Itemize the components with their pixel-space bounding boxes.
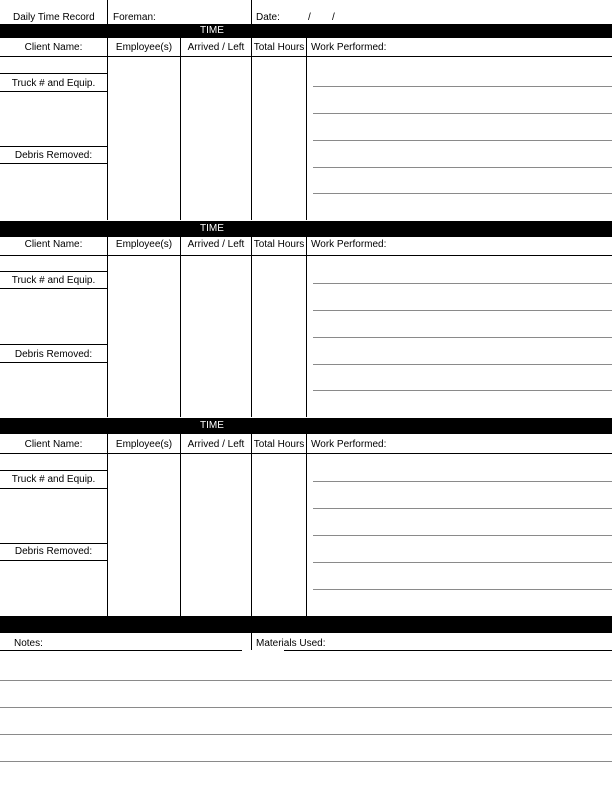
column-divider bbox=[251, 38, 252, 220]
column-divider bbox=[306, 38, 307, 220]
time-section bbox=[0, 24, 612, 220]
truck-field-line[interactable] bbox=[0, 91, 107, 92]
arrived-left-header: Arrived / Left bbox=[187, 42, 245, 53]
work-line[interactable] bbox=[313, 390, 612, 391]
foreman-label: Foreman: bbox=[113, 12, 156, 23]
notes-label: Notes: bbox=[14, 638, 43, 649]
field-line bbox=[0, 543, 107, 544]
client-field-line[interactable] bbox=[0, 73, 107, 74]
arrived-left-header: Arrived / Left bbox=[187, 239, 245, 250]
total-hours-header: Total Hours bbox=[253, 42, 305, 53]
time-section bbox=[0, 418, 612, 616]
column-divider bbox=[107, 38, 108, 220]
work-performed-header: Work Performed: bbox=[311, 239, 387, 250]
footer-divider bbox=[251, 633, 252, 650]
time-bar bbox=[0, 221, 612, 237]
debris-field-line[interactable] bbox=[0, 560, 107, 561]
debris-field-line[interactable] bbox=[0, 362, 107, 363]
debris-field-line[interactable] bbox=[0, 163, 107, 164]
debris-removed-label: Debris Removed: bbox=[14, 546, 93, 557]
work-line[interactable] bbox=[313, 283, 612, 284]
employees-header: Employee(s) bbox=[115, 439, 173, 450]
truck-equipment-label: Truck # and Equip. bbox=[11, 474, 96, 485]
work-line[interactable] bbox=[313, 589, 612, 590]
materials-used-label: Materials Used: bbox=[256, 638, 326, 649]
header-divider bbox=[107, 0, 108, 24]
truck-equipment-label: Truck # and Equip. bbox=[11, 78, 96, 89]
notes-field-line[interactable] bbox=[0, 650, 242, 651]
notes-line[interactable] bbox=[0, 734, 612, 735]
employees-header: Employee(s) bbox=[115, 239, 173, 250]
column-divider bbox=[251, 237, 252, 417]
debris-removed-label: Debris Removed: bbox=[14, 150, 93, 161]
column-divider bbox=[306, 237, 307, 417]
notes-line[interactable] bbox=[0, 680, 612, 681]
time-section bbox=[0, 221, 612, 417]
debris-removed-label: Debris Removed: bbox=[14, 349, 93, 360]
arrived-left-header: Arrived / Left bbox=[187, 439, 245, 450]
work-line[interactable] bbox=[313, 167, 612, 168]
header-divider bbox=[251, 0, 252, 24]
materials-field-line[interactable] bbox=[284, 650, 612, 651]
client-name-header: Client Name: bbox=[24, 42, 83, 53]
truck-field-line[interactable] bbox=[0, 488, 107, 489]
time-bar-label: TIME bbox=[200, 420, 224, 431]
column-divider bbox=[180, 434, 181, 616]
date-separator: / bbox=[332, 12, 335, 23]
column-divider bbox=[107, 434, 108, 616]
work-line[interactable] bbox=[313, 86, 612, 87]
column-divider bbox=[306, 434, 307, 616]
date-separator: / bbox=[308, 12, 311, 23]
total-hours-header: Total Hours bbox=[253, 239, 305, 250]
column-divider bbox=[180, 237, 181, 417]
work-line[interactable] bbox=[313, 193, 612, 194]
work-line[interactable] bbox=[313, 337, 612, 338]
time-bar-label: TIME bbox=[200, 223, 224, 234]
work-line[interactable] bbox=[313, 364, 612, 365]
form-title: Daily Time Record bbox=[13, 12, 95, 23]
notes-line[interactable] bbox=[0, 707, 612, 708]
client-name-header: Client Name: bbox=[24, 439, 83, 450]
truck-equipment-label: Truck # and Equip. bbox=[11, 275, 96, 286]
truck-field-line[interactable] bbox=[0, 288, 107, 289]
work-line[interactable] bbox=[313, 562, 612, 563]
work-line[interactable] bbox=[313, 535, 612, 536]
work-performed-header: Work Performed: bbox=[311, 439, 387, 450]
time-bar bbox=[0, 418, 612, 434]
work-line[interactable] bbox=[313, 508, 612, 509]
notes-line[interactable] bbox=[0, 761, 612, 762]
total-hours-header: Total Hours bbox=[253, 439, 305, 450]
column-divider bbox=[107, 237, 108, 417]
work-line[interactable] bbox=[313, 310, 612, 311]
employees-header: Employee(s) bbox=[115, 42, 173, 53]
date-label: Date: bbox=[256, 12, 280, 23]
client-name-header: Client Name: bbox=[24, 239, 83, 250]
field-line bbox=[0, 146, 107, 147]
time-bar-label: TIME bbox=[200, 25, 224, 36]
work-performed-header: Work Performed: bbox=[311, 42, 387, 53]
work-line[interactable] bbox=[313, 113, 612, 114]
footer-bar bbox=[0, 616, 612, 633]
column-divider bbox=[180, 38, 181, 220]
field-line bbox=[0, 344, 107, 345]
work-line[interactable] bbox=[313, 481, 612, 482]
client-field-line[interactable] bbox=[0, 470, 107, 471]
work-line[interactable] bbox=[313, 140, 612, 141]
time-bar bbox=[0, 24, 612, 38]
column-divider bbox=[251, 434, 252, 616]
client-field-line[interactable] bbox=[0, 271, 107, 272]
